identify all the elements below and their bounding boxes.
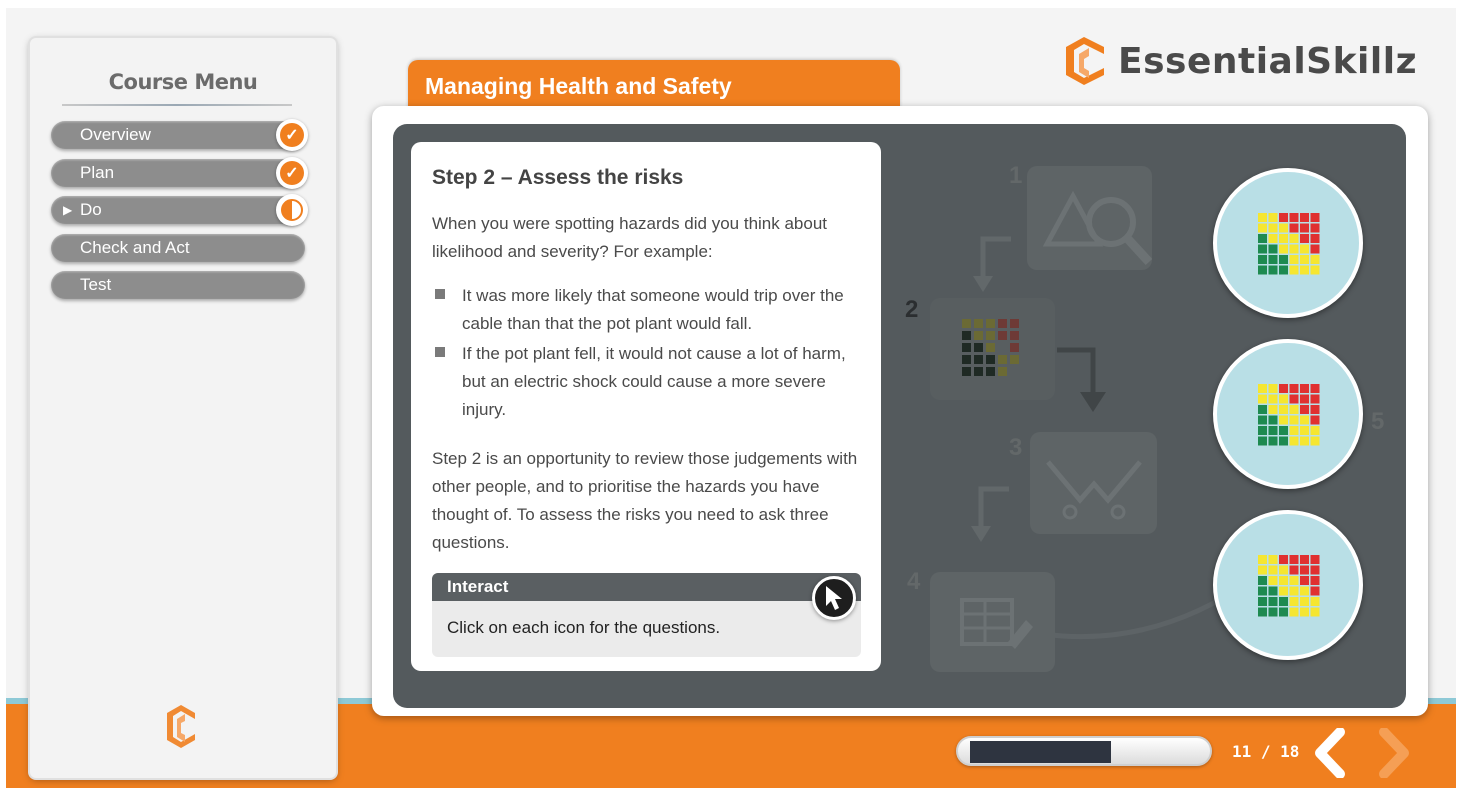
previous-page-button[interactable] (1312, 728, 1352, 778)
risk-matrix-illustration (930, 298, 1055, 400)
bullet-square-icon (435, 289, 445, 299)
bullet-square-icon (435, 347, 445, 357)
menu-item-do[interactable] (51, 196, 305, 224)
complete-check-icon: ✓ (276, 119, 308, 151)
lesson-text-card (411, 142, 881, 671)
example-list (432, 282, 862, 424)
menu-item-label: Check and Act (80, 238, 190, 257)
current-section-marker: ▶ (63, 203, 73, 217)
brand-logo-icon (155, 703, 205, 753)
interact-callout (432, 573, 861, 657)
progress-fill (970, 741, 1111, 763)
complete-check-icon: ✓ (276, 157, 308, 189)
progress-bar (956, 736, 1212, 766)
pointer-cursor-icon (812, 576, 856, 620)
menu-item-plan[interactable] (51, 159, 305, 187)
content-frame (372, 106, 1428, 716)
risk-matrix-icon (1253, 208, 1323, 278)
course-player (6, 8, 1456, 788)
body-paragraph: Step 2 is an opportunity to review those judgements with other people, and to prioritise the hazards you have thought of. To assess the risks you need to ask three questions. (432, 449, 858, 552)
step-number-4: 4 (907, 568, 921, 595)
brand-header (1062, 34, 1417, 88)
hazard-search-illustration (1027, 166, 1152, 270)
course-menu-title: Course Menu (108, 70, 258, 94)
menu-item-test[interactable] (51, 271, 305, 299)
menu-item-label: Overview (80, 125, 151, 144)
flow-arrow-icon (1055, 342, 1115, 422)
menu-item-overview[interactable] (51, 121, 305, 149)
risk-question-button-3[interactable] (1213, 510, 1363, 660)
brand-logo-icon (1062, 35, 1108, 87)
risk-matrix-icon (1253, 379, 1323, 449)
course-title: Managing Health and Safety (425, 73, 732, 99)
risk-question-button-2[interactable] (1213, 339, 1363, 489)
risk-question-button-1[interactable] (1213, 168, 1363, 318)
menu-item-label: Do (80, 200, 102, 219)
step-number-2: 2 (905, 296, 919, 323)
step-number-5: 5 (1371, 408, 1385, 435)
course-menu-panel (30, 38, 336, 778)
list-item: If the pot plant fell, it would not cause a lot of harm, but an electric shock could cause a more severe injury. (432, 340, 862, 424)
list-item: It was more likely that someone would trip over the cable than that the pot plant would fall. (432, 282, 862, 338)
step-heading: Step 2 – Assess the risks (432, 166, 684, 189)
interact-instruction: Click on each icon for the questions. (447, 618, 721, 637)
interact-label: Interact (432, 573, 861, 601)
next-page-button[interactable] (1372, 728, 1412, 778)
flow-arrow-icon (971, 234, 1021, 304)
step-number-1: 1 (1009, 162, 1023, 189)
flow-arrow-icon (969, 484, 1019, 554)
menu-item-label: Test (80, 275, 112, 294)
course-title-tab (408, 60, 900, 112)
risk-matrix-icon (1253, 550, 1323, 620)
page-counter: 11 / 18 (1232, 742, 1300, 761)
menu-divider (62, 104, 292, 106)
menu-item-check-and-act[interactable] (51, 234, 305, 262)
menu-item-label: Plan (80, 163, 115, 182)
intro-paragraph: When you were spotting hazards did you think about likelihood and severity? For example: (432, 214, 828, 261)
step-number-3: 3 (1009, 434, 1023, 461)
brand-name: EssentialSkillz (1118, 40, 1418, 82)
slide-area (393, 124, 1406, 708)
in-progress-icon (276, 194, 308, 226)
